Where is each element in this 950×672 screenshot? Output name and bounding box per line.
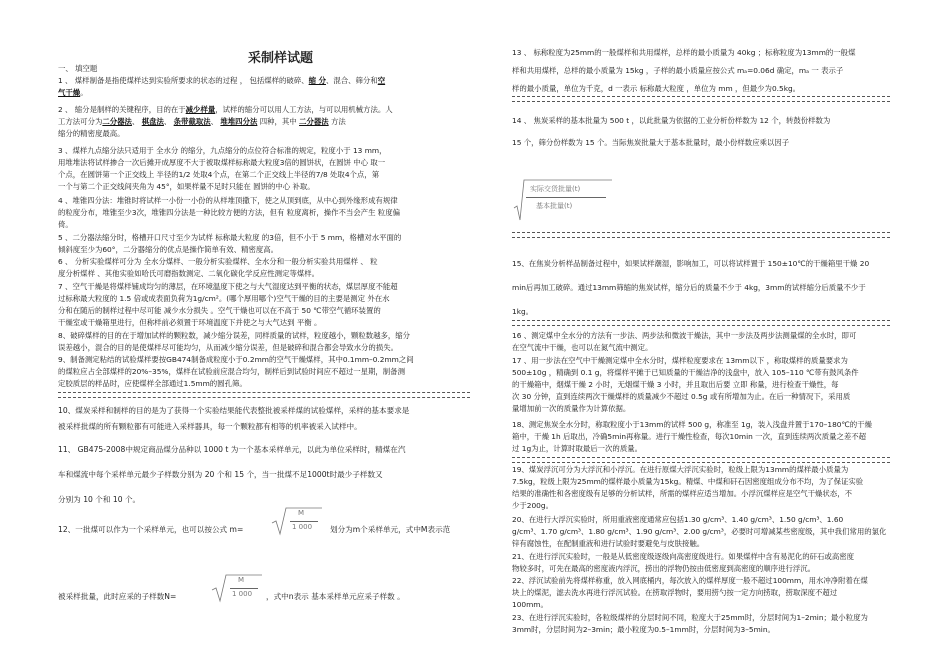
- formula-1-denominator: 1 000: [292, 523, 313, 531]
- formula-3-bar: [526, 197, 606, 198]
- question-12: 12、一批煤可以作为一个采样单元，也可以按公式 m=: [58, 525, 244, 534]
- question-10: 10、煤炭采样和制样的目的是为了获得一个实验结果能代表整批被采样煤的试验煤样，采样的基本要求是 被采样批煤的所有颗粒都有可能进入采样器具，每一个颗粒都有相等的机率被采入试样中。: [58, 406, 410, 431]
- question-12-tail: ，式中n表示 基本采样单元应采子样数 。: [266, 592, 405, 601]
- question-23: 23、在进行浮沉实验时，各粒级煤样的分层时间不同，粒度大于25mm时，分层时间为1–2min；最小粒度为 3mm时，分层时间为2–3min；最小粒度为0.5–1mm时，分层时间为3–5min。: [512, 613, 868, 635]
- section-divider: [512, 457, 890, 463]
- section-divider: [512, 232, 890, 238]
- question-11: 11、 GB475-2008中规定商品煤分品种以 1000 t 为一个基本采样单元，以此为单位采样时，精煤在汽 车和煤流中每个采样单元最少子样数分别为 20 个和 15 个，当一批煤不足1000t时最少子样数又 分别为 10 个和 10 个。: [58, 445, 406, 504]
- question-21: 21、在进行浮沉实验时，一般是从低密度级逐级向高密度级进行。如果煤样中含有易泥化的矸石或高密度 物较多时，可先在最高的密度液内浮沉，捞出的浮物仍按由低密度到高密度的顺序进行浮沉。: [512, 552, 854, 574]
- formula-3-denominator: 基本批量(t): [536, 202, 573, 210]
- question-14: 14 、 焦炭采样的基本批量为 500 t ，以此批量为依据的工业分析份样数为 12 个，转鼓份样数为 15 个，筛分份样数为 15 个。当际焦炭批量大于基本批量时，最小份样数应乘以因子: [512, 116, 831, 147]
- question-7: 7 、空气干燥是将煤样铺成均匀的薄层，在环境温度下使之与大气湿度达到平衡的状态，煤层厚度不能超 过标称最大粒度的 1.5 倍或成表面负荷为1g/cm²。(哪个厚用哪个)空气干燥的目的主要是测定 外在水 分和在随后的制样过程中尽可能 减少水分损失 。空气干燥也可以在不高于 50 ℃带空气循环装置的 干燥室或干燥箱里进行，但称样前必须置于环境温度下并使之与大气达到 平衡 。: [58, 282, 398, 328]
- formula-m-sqrt: [270, 506, 322, 536]
- question-16: 16 、测定煤中全水分的方法有一步法、两步法和微波干燥法，其中一步法及两步法测量煤的全水时，即可 在空气流中干燥，也可以在氮气流中测定。: [512, 331, 857, 353]
- question-18: 18、测定焦炭全水分时，称取粒度小于13mm的试样 500 g，称准至 1g，装入浅盘并置于170–180℃的干燥 箱中，干燥 1h 后取出，冷确5min再称量。进行干燥性检查，每次10min 一次，直到连续两次质量之差不超 过 1g为止，计算时取最后一次的质量。: [512, 420, 872, 454]
- left-column: [58, 0, 470, 672]
- question-5: 5 、二分器法缩分时，格槽开口尺寸至少为试样 标称最大粒度 的3倍，但不小于 5 mm，格槽对水平面的 倾斜度至少为60°，二分器缩分的优点是操作简单有效、精密度高。: [58, 233, 402, 255]
- question-15: 15、在焦炭分析样品制备过程中，如果试样潮湿，影响加工，可以将试样置于 150±10℃的干燥箱里干燥 20 min后再加工破碎。通过13mm筛缩的焦炭试样，缩分后的质量不少于 4kg，3mm的试样缩分后质量不少于 1kg。: [512, 259, 870, 316]
- section-heading: 一、 填空题: [58, 64, 98, 73]
- question-20: 20、在进行大浮沉实验时，所用重液密度通常应包括1.30 g/cm³、1.40 g/cm³、1.50 g/cm³、1.60 g/cm³、1.70 g/cm³、1.80 g/cm³、1.90 g/cm³、2.00 g/cm³，必要时可增减某些密度级，其中我们常用的氯化 锌有腐蚀性，在配制重液和进行试验时要避免与皮肤接触。: [512, 515, 887, 549]
- question-4: 4 、堆锥四分法：堆锥时将试样一小份一小份的从样堆顶撒下，使之从顶到底，从中心到外缘形成有规律 的粒度分布，堆锥至少3次，堆锥四分法是一种比较方便的方法，但有 粒度离析，操作不当会产生 粒度偏 倚。: [58, 196, 400, 230]
- question-12-line-2: 被采样批量，此时应采的子样数N=: [58, 592, 177, 601]
- formula-2-bar: [230, 588, 258, 589]
- question-13: 13 、 标称粒度为25mm的一般煤样和共用煤样，总样的最小质量为 40kg ；标称粒度为13mm的一般煤 样和共用煤样，总样的最小质量为 15kg ，子样的最小质量应按公式 mₐ=0.06d 确定，mₐ 一 表示子 样的最小质量，单位为千克，d 一表示 标称最大粒度 ，单位为 mm ，但最少为0.5kg。: [512, 48, 856, 93]
- question-17: 17 、用一步法在空气中干燥测定煤中全水分时，煤样粒度要求在 13mm以下 ，称取煤样的质量要求为 500±10g ，精确到 0.1 g，将煤样平摊于已知质量的干燥洁净的浅盘中，放入 105–110 ℃带有鼓风条件 的干燥箱中，烟煤干燥 2 小时，无烟煤干燥 3 小时，并且取出后要 立即 称量，进行检查干燥性，每 次 30 分钟，直到连续两次干燥煤样的质量减少不超过 0.5g 或有所增加为止。在后一种情况下，采用质 量增加前一次的质量作为计算依据。: [512, 356, 859, 414]
- question-3: 3 、煤样九点缩分法只适用于 全水分 的缩分，九点缩分的点位符合标准的规定，粒度小于 13 mm， 用堆堆法将试样掺合一次后摊开成厚度不大于被取煤样标称最大粒度3倍的圆饼状，在圆饼 中心 取一 个点，在圆饼第一个正交线上 半径的1/2 处取4个点，在第二个正交线上半径的7/8 处取4个点，第 一个与第二个正交线间夹角为 45°，如果样量不足时只能在 圆饼的中心 补取。: [58, 146, 387, 192]
- formula-n-sqrt: [210, 573, 262, 603]
- q1-line-2: 气干燥。: [58, 88, 88, 98]
- question-9: 9、制备测定粘结的试验煤样要按GB474制备成粒度小于0.2mm的空气干燥煤样，其中0.1mm–0.2mm之间 的煤粒应占全部煤样的20%–35%，煤样在试验前应混合均匀，制样后到试验时间应不超过一星期，制备测 定胶质层的样品时，应使煤样全部通过1.5mm的圆孔筛。: [58, 355, 414, 389]
- formula-1-numerator: M: [298, 509, 305, 517]
- question-2: 2 、 缩分是制样的关键程序，目的在于减少样量，试样的缩分可以用人工方法，与可以用机械方法。人 工方法可分为二分器法、 棋盘法、 条带截取法、 堆堆四分法 四种，其中 二分器法 方法 缩分的精密度最高。: [58, 105, 393, 139]
- section-divider: [512, 96, 890, 102]
- section-divider: [512, 320, 890, 326]
- formula-coke-factor: [512, 178, 612, 222]
- formula-1-bar: [290, 521, 318, 522]
- question-19: 19、煤炭浮沉可分为大浮沉和小浮沉。在进行原煤大浮沉实验时，粒级上限为13mm的煤样最小质量为 7.5kg，粒级上限为25mm的煤样最小质量为15kg。精煤、中煤和矸石因密度组成分布不均，为了保证实验 结果的准确性和各密度级有足够的分析试样，所需的煤样应适当增加。小浮沉煤样应是空气干燥状态，不 少于200g。: [512, 465, 864, 511]
- question-8: 8、破碎煤样的目的在于增加试样的颗粒数，减少缩分误差，同样质量的试样，粒度越小，颗粒数越多，缩分 误差越小，混合的目的是使煤样尽可能均匀，从而减少缩分误差，但是破碎和混合都会导致水分的损失。: [58, 331, 411, 353]
- section-divider: [58, 392, 470, 398]
- formula-2-denominator: 1 000: [232, 590, 253, 598]
- formula-2-numerator: M: [238, 576, 245, 584]
- right-column: [512, 0, 890, 672]
- question-12-cont: 划分为m个采样单元，式中M表示范: [330, 525, 451, 534]
- page-title: 采制样试题: [248, 51, 314, 66]
- q1-line-1: 1 、 煤样制备是指使煤样达到实验所要求的状态的过程 ， 包括煤样的破碎、缩 分、混合、筛分和空: [58, 76, 386, 85]
- formula-3-numerator: 实际交货批量(t): [530, 185, 581, 193]
- question-1: [58, 75, 385, 99]
- question-6: 6 、 分析实验煤样可分为 全水分煤样、一般分析实验煤样、全水分和一般分析实验共用煤样 、 粒 度分析煤样 、其他实验如哈氏可磨指数测定、二氧化碳化学反应性测定等煤样。: [58, 257, 378, 279]
- question-22: 22、浮沉试验前先将煤样称重，放入网底桶内，每次放入的煤样厚度一般不超过100mm，用水冲净附着在煤 块上的煤泥，滤去洗水再进行浮沉试验。在捞取浮物时，要用捞勺按一定方向捞取，捞取深度不超过 100mm。: [512, 576, 868, 610]
